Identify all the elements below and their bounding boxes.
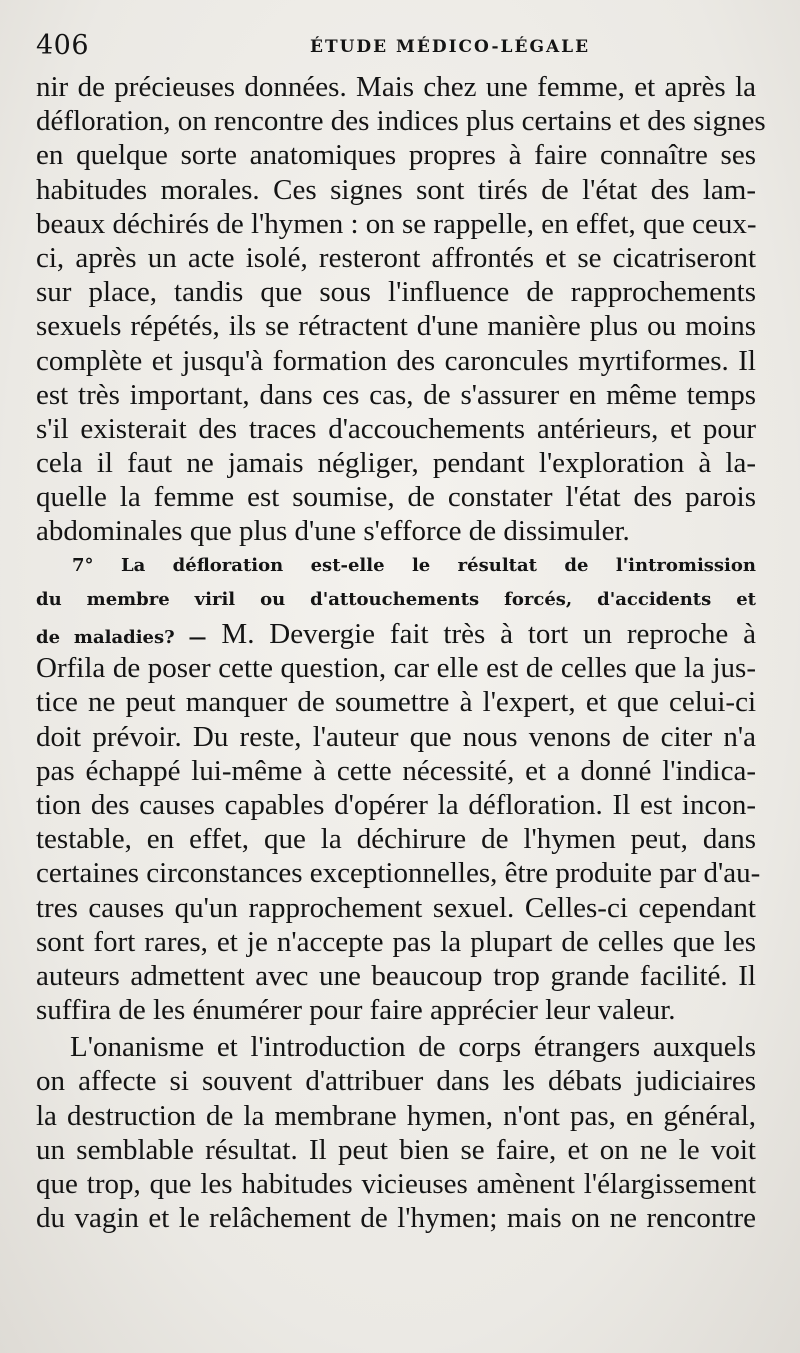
text-line: suffira de les énumérer pour faire apprécier leur valeur.: [36, 994, 676, 1027]
text-line: ci, après un acte isolé, resteront affrontés et se cicatriseront: [36, 241, 756, 274]
text-line: doit prévoir. Du reste, l'auteur que nous venons de citer n'a: [36, 720, 756, 753]
text-line: tion des causes capables d'opérer la défloration. Il est incon-: [36, 788, 756, 821]
paragraph-3: [36, 1030, 756, 1235]
paragraph-1: [36, 70, 766, 549]
text-line: un semblable résultat. Il peut bien se faire, et on ne le voit: [36, 1133, 756, 1166]
text-line: défloration, on rencontre des indices plus certains et des signes: [36, 105, 766, 138]
text-line: tice ne peut manquer de soumettre à l'expert, et que celui-ci: [36, 686, 756, 719]
text-line: abdominales que plus d'une s'efforce de dissimuler.: [36, 515, 630, 548]
section-heading: du membre viril ou d'attouchements forcés, d'accidents et: [36, 588, 756, 610]
text-line: quelle la femme est soumise, de constater l'état des parois: [36, 481, 756, 514]
text-line: beaux déchirés de l'hymen : on se rappelle, en effet, que ceux-: [36, 207, 757, 240]
text-line: testable, en effet, que la déchirure de l'hymen peut, dans: [36, 823, 756, 856]
text-line: s'il existerait des traces d'accouchements antérieurs, et pour: [36, 412, 756, 445]
page-number: 406: [36, 30, 90, 61]
text-line: complète et jusqu'à formation des caroncules myrtiformes. Il: [36, 344, 756, 377]
page-header: [36, 30, 756, 70]
text-line: sur place, tandis que sous l'influence de rapprochements: [36, 276, 756, 309]
text-line: du vagin et le relâchement de l'hymen; mais on ne rencontre: [36, 1202, 756, 1235]
section-heading: de maladies? —: [36, 627, 207, 648]
text-line: M. Devergie fait très à tort un reproche à: [206, 618, 757, 650]
text-line: sont fort rares, et je n'accepte pas la plupart de celles que les: [36, 925, 756, 958]
text-line: nir de précieuses données. Mais chez une femme, et après la: [36, 71, 756, 103]
text-line: L'onanisme et l'introduction de corps étrangers auxquels: [70, 1031, 756, 1064]
text-line: pas échappé lui-même à cette nécessité, et a donné l'indica-: [36, 754, 756, 787]
text-line: que trop, que les habitudes vicieuses amènent l'élargissement: [36, 1168, 756, 1200]
text-line: habitudes morales. Ces signes sont tirés de l'état des lam-: [36, 173, 756, 206]
running-head: ÉTUDE MÉDICO-LÉGALE: [310, 37, 591, 57]
text-line: est très important, dans ces cas, de s'assurer en même temps: [36, 378, 756, 411]
text-line: tres causes qu'un rapprochement sexuel. Celles-ci cependant: [36, 891, 756, 924]
body-text: [36, 70, 766, 1235]
section-heading: 7° La défloration est-elle le résultat de l'intromission: [72, 554, 756, 576]
section-7: [36, 549, 761, 1028]
text-line: en quelque sorte anatomiques propres à faire connaître ses: [36, 139, 756, 172]
text-line: la destruction de la membrane hymen, n'ont pas, en général,: [36, 1099, 756, 1132]
text-line: certaines circonstances exceptionnelles, être produite par d'au-: [36, 857, 761, 890]
text-line: auteurs admettent avec une beaucoup trop grande facilité. Il: [36, 959, 756, 992]
text-line: on affecte si souvent d'attribuer dans les débats judiciaires: [36, 1065, 756, 1098]
text-line: cela il faut ne jamais négliger, pendant l'exploration à la-: [36, 447, 756, 480]
text-line: Orfila de poser cette question, car elle est de celles que la jus-: [36, 652, 756, 685]
section-heading-line: [36, 617, 756, 651]
text-line: sexuels répétés, ils se rétractent d'une manière plus ou moins: [36, 310, 756, 343]
